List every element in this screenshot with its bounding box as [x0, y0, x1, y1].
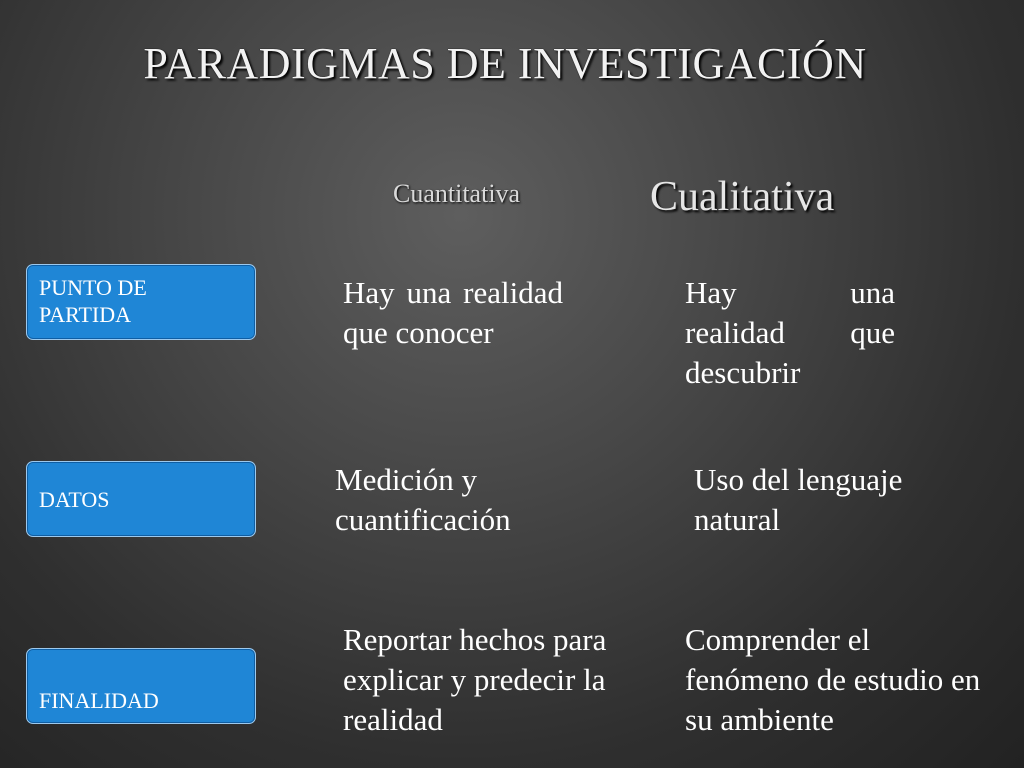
slide-title: PARADIGMAS DE INVESTIGACIÓN: [143, 39, 867, 88]
row-label-text: FINALIDAD: [39, 688, 159, 713]
column-header-quantitative: Cuantitativa: [393, 179, 521, 208]
row-label-text: DATOS: [39, 486, 110, 512]
cell-finalidad-qualitative: Comprender el fenómeno de estudio en su ambiente: [685, 622, 981, 737]
cell-finalidad-quantitative: Reportar hechos para explicar y predecir la realidad: [343, 622, 607, 737]
row-label-finalidad: [26, 648, 256, 724]
column-header-qualitative: Cualitativa: [650, 174, 835, 220]
cell-datos-qualitative: Uso del lenguaje natural: [694, 462, 903, 537]
cell-punto-de-partida-quantitative: Hay una realidad que conocer: [343, 275, 563, 350]
row-label-punto-de-partida: [26, 264, 256, 340]
cell-punto-de-partida-qualitative: Hay una realidad que descubrir: [685, 275, 895, 390]
cell-datos-quantitative: Medición y cuantificación: [335, 462, 511, 537]
row-label-datos: [26, 461, 256, 537]
row-label-text: PUNTO DE PARTIDA: [39, 275, 147, 327]
